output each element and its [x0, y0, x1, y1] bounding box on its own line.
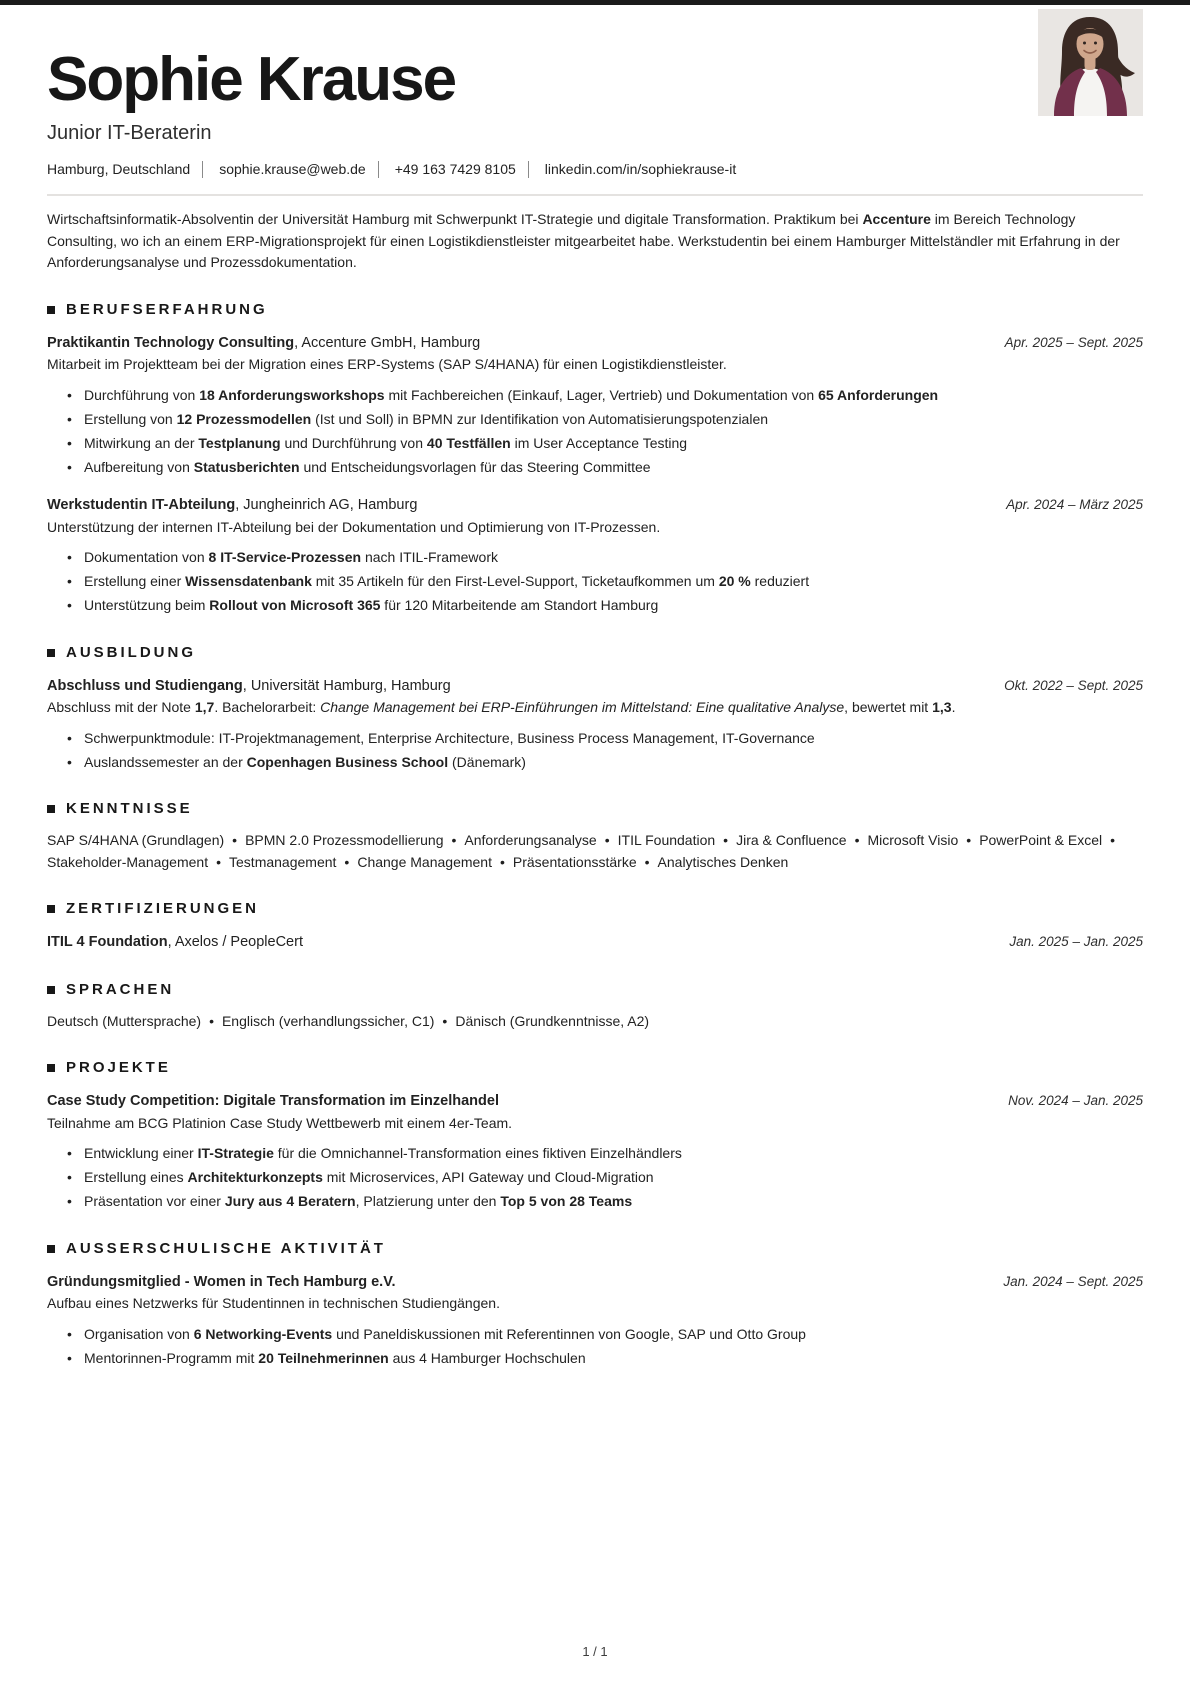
person-name: Sophie Krause — [47, 45, 456, 114]
contact-separator — [378, 161, 379, 178]
entry — [47, 333, 1143, 479]
text-run: 12 Prozessmodellen — [176, 410, 312, 427]
list-separator-dot: • — [232, 832, 238, 848]
text-run: Präsentation vor einer — [84, 1193, 225, 1209]
inline-list-item: Analytisches Denken — [657, 853, 789, 870]
text-run: Wirtschaftsinformatik-Absolventin der Universität Hamburg mit Schwerpunkt IT-Strategie und digitale Transformation. Praktikum bei — [47, 211, 863, 227]
text-run: , Axelos / PeopleCert — [167, 934, 303, 950]
text-run: Unterstützung beim — [84, 597, 210, 613]
bullet-item — [84, 752, 1143, 774]
inline-list-item: Stakeholder-Management — [47, 853, 209, 870]
text-run: mit Fachbereichen (Einkauf, Lager, Vertrieb) und Dokumentation von — [384, 386, 819, 403]
text-run: , Accenture GmbH, Hamburg — [294, 334, 481, 351]
list-separator-dot: • — [854, 832, 860, 848]
section-title — [47, 800, 1143, 818]
text-run: nach ITIL-Framework — [361, 549, 498, 565]
photo-eye-left — [1083, 42, 1086, 45]
section-marker-icon — [47, 1064, 55, 1072]
text-run: . — [951, 699, 956, 715]
contact-row — [47, 160, 1143, 178]
text-run: und Paneldiskussionen mit Referentinnen von Google, SAP und Otto Group — [332, 1325, 806, 1342]
entry-date: Jan. 2025 – Jan. 2025 — [1009, 934, 1143, 949]
list-separator-dot: • — [966, 832, 972, 848]
text-run: Durchführung von — [84, 386, 200, 403]
section-marker-icon — [47, 306, 55, 314]
entry-date: Okt. 2022 – Sept. 2025 — [1004, 677, 1143, 693]
text-run: Dokumentation von — [84, 549, 209, 565]
inline-list-item: Testmanagement — [229, 853, 337, 870]
text-run: IT-Strategie — [197, 1145, 274, 1161]
text-run: Accenture — [862, 211, 931, 227]
text-run: Erstellung eines — [84, 1169, 188, 1185]
text-run: Erstellung einer — [84, 573, 186, 589]
text-run: , Universität Hamburg, Hamburg — [242, 677, 451, 694]
entry-subtitle — [47, 517, 1143, 539]
text-run: Copenhagen Business School — [246, 753, 449, 770]
text-run: Unterstützung der internen IT-Abteilung bei der Dokumentation und Optimierung von IT-Prozessen. — [47, 518, 661, 535]
section-marker-icon — [47, 1245, 55, 1253]
entry-head-row — [47, 495, 1143, 517]
text-run: 1,7 — [194, 699, 215, 715]
inline-list — [47, 830, 1143, 873]
section-marker-icon — [47, 649, 55, 657]
bullet-item — [84, 433, 1143, 455]
bullet-item — [84, 385, 1143, 407]
inline-list-item: PowerPoint & Excel — [979, 832, 1103, 848]
section-marker-icon — [47, 986, 55, 994]
list-separator-dot: • — [344, 853, 350, 870]
entry-subtitle — [47, 354, 1143, 376]
list-separator-dot: • — [451, 832, 457, 848]
section-kenntnisse — [47, 800, 1143, 873]
contact-item: Hamburg, Deutschland — [47, 161, 191, 177]
bullet-list — [47, 1324, 1143, 1370]
text-run: für die Omnichannel-Transformation eines fiktiven Einzelhändlers — [273, 1145, 682, 1161]
entry-date: Nov. 2024 – Jan. 2025 — [1008, 1093, 1143, 1108]
section-zertifizierungen — [47, 900, 1143, 954]
text-run: und Entscheidungsvorlagen für das Steering Committee — [299, 458, 651, 475]
entry-heading — [47, 495, 417, 517]
bullet-item — [84, 1143, 1143, 1165]
section-marker-icon — [47, 805, 55, 813]
text-run: (Dänemark) — [448, 753, 526, 770]
section-title-label: AUSBILDUNG — [66, 643, 196, 661]
inline-list-item: Dänisch (Grundkenntnisse, A2) — [455, 1012, 650, 1029]
section-marker-icon — [47, 905, 55, 913]
text-run: im Bereich Technology Consulting, wo ich an einem ERP-Migrationsprojekt für einen Logistikdienstleister mitgearbeitet habe. Werkstudentin bei einem Hamburger Mittelständler mit Erfahrung in der Anforderungsanalyse und Prozessdokumentation. — [47, 211, 1120, 270]
text-run: . Bachelorarbeit: — [214, 699, 321, 715]
sections — [47, 301, 1143, 1370]
text-run: Teilnahme am BCG Platinion Case Study Wettbewerb mit einem 4er-Team. — [47, 1114, 513, 1131]
bullet-list — [47, 1143, 1143, 1213]
section-title — [47, 1240, 1143, 1258]
inline-list-item: SAP S/4HANA (Grundlagen) — [47, 832, 225, 848]
bullet-item — [84, 1191, 1143, 1213]
entry-heading — [47, 1272, 396, 1294]
text-run: Top 5 von 28 Teams — [500, 1193, 633, 1209]
bullet-item — [84, 1167, 1143, 1189]
photo-eye-right — [1094, 42, 1097, 45]
bullet-item — [84, 1324, 1143, 1346]
entry-head-row — [47, 676, 1143, 698]
text-run: Aufbau eines Netzwerks für Studentinnen in technischen Studiengängen. — [47, 1295, 500, 1311]
contact-item: +49 163 7429 8105 — [394, 161, 516, 177]
inline-list-item: Englisch (verhandlungssicher, C1) — [221, 1012, 435, 1029]
section-title — [47, 981, 1143, 999]
text-run: , Jungheinrich AG, Hamburg — [235, 497, 418, 513]
list-separator-dot: • — [723, 832, 729, 848]
section-projekte — [47, 1059, 1143, 1213]
text-run: Schwerpunktmodule: IT-Projektmanagement, Enterprise Architecture, Business Process Management, IT-Governance — [84, 729, 815, 746]
contact-item: sophie.krause@web.de — [219, 161, 366, 177]
bullet-list — [47, 385, 1143, 479]
list-separator-dot: • — [499, 853, 505, 870]
text-run: Wissensdatenbank — [185, 573, 312, 589]
inline-list-item: ITIL Foundation — [617, 832, 716, 848]
entry-heading — [47, 676, 451, 698]
section-title — [47, 900, 1143, 918]
text-run: Aufbereitung von — [84, 458, 194, 475]
entry-date: Jan. 2024 – Sept. 2025 — [1003, 1273, 1143, 1289]
inline-list-item: Jira & Confluence — [736, 832, 847, 848]
section-title — [47, 301, 1143, 319]
list-separator-dot: • — [442, 1012, 448, 1029]
text-run: Auslandssemester an der — [84, 753, 247, 770]
inline-list-item: Präsentationsstärke — [512, 853, 637, 870]
bullet-list — [47, 547, 1143, 617]
section-title-label: SPRACHEN — [66, 980, 175, 998]
text-run: Architekturkonzepts — [187, 1169, 323, 1185]
text-run: Abschluss und Studiengang — [47, 677, 243, 694]
entry-date: Apr. 2025 – Sept. 2025 — [1004, 334, 1143, 350]
section-title-label: BERUFSERFAHRUNG — [66, 300, 268, 318]
entry-head-row — [47, 333, 1143, 355]
section-sprachen — [47, 981, 1143, 1033]
bullet-item — [84, 1348, 1143, 1370]
text-run: aus 4 Hamburger Hochschulen — [388, 1349, 586, 1366]
section-ausserschulische-aktivitaet — [47, 1240, 1143, 1370]
bullet-item — [84, 409, 1143, 431]
text-run: Abschluss mit der Note — [47, 699, 195, 715]
text-run: Rollout von Microsoft 365 — [209, 597, 381, 613]
list-separator-dot: • — [604, 832, 610, 848]
text-run: , bewertet mit — [844, 699, 933, 715]
inline-list-item: Microsoft Visio — [867, 832, 959, 848]
inline-list-item: Anforderungsanalyse — [464, 832, 597, 848]
entry — [47, 932, 1143, 954]
bullet-item — [84, 547, 1143, 569]
section-ausbildung — [47, 644, 1143, 774]
entry-date: Apr. 2024 – März 2025 — [1006, 497, 1143, 512]
entry — [47, 1091, 1143, 1213]
cv-header — [47, 5, 1143, 178]
text-run: 1,3 — [932, 699, 952, 715]
text-run: reduziert — [750, 573, 810, 589]
text-run: Erstellung von — [84, 410, 177, 427]
text-run: ITIL 4 Foundation — [47, 934, 168, 950]
entry-subtitle — [47, 697, 1143, 719]
text-run: Mitwirkung an der — [84, 434, 199, 451]
entry-heading — [47, 333, 480, 355]
entry-head-row — [47, 1091, 1143, 1113]
section-title — [47, 1059, 1143, 1077]
entry-head-row — [47, 1272, 1143, 1294]
text-run: 40 Testfällen — [426, 434, 511, 451]
text-run: Testplanung — [198, 434, 281, 451]
entry — [47, 495, 1143, 617]
text-run: mit Microservices, API Gateway und Cloud-Migration — [322, 1169, 654, 1185]
entry-subtitle — [47, 1293, 1143, 1315]
bullet-item — [84, 571, 1143, 593]
text-run: Mentorinnen-Programm mit — [84, 1349, 259, 1366]
section-title-label: AUSSERSCHULISCHE AKTIVITÄT — [66, 1239, 386, 1257]
contact-separator — [202, 161, 203, 178]
list-separator-dot: • — [644, 853, 650, 870]
section-title-label: KENNTNISSE — [66, 800, 193, 817]
header-divider — [47, 194, 1143, 196]
cv-page — [0, 5, 1190, 1369]
profile-photo — [1038, 9, 1143, 116]
text-run: Jury aus 4 Beratern — [224, 1193, 356, 1209]
section-title-label: PROJEKTE — [66, 1059, 171, 1076]
text-run: Gründungsmitglied - Women in Tech Hamburg e.V. — [47, 1273, 396, 1290]
text-run: Mitarbeit im Projektteam bei der Migration eines ERP-Systems (SAP S/4HANA) für einen Logistikdienstleister. — [47, 356, 727, 372]
text-run: , Platzierung unter den — [355, 1193, 501, 1209]
text-run: 20 Teilnehmerinnen — [258, 1349, 389, 1366]
entry — [47, 1272, 1143, 1370]
section-title — [47, 644, 1143, 662]
summary — [47, 209, 1143, 274]
text-run: 6 Networking-Events — [193, 1325, 333, 1342]
contact-item: linkedin.com/in/sophiekrause-it — [544, 161, 737, 177]
list-separator-dot: • — [216, 853, 222, 870]
text-run: Change Management bei ERP-Einführungen im Mittelstand: Eine qualitative Analyse — [320, 699, 845, 715]
entry-subtitle — [47, 1113, 1143, 1135]
text-run: Praktikantin Technology Consulting — [47, 334, 295, 351]
text-run: mit 35 Artikeln für den First-Level-Support, Ticketaufkommen um — [311, 573, 719, 589]
inline-list-item: Deutsch (Muttersprache) — [47, 1012, 202, 1029]
list-separator-dot: • — [1110, 832, 1116, 848]
inline-list — [47, 1011, 1143, 1033]
page-indicator: 1 / 1 — [582, 1644, 608, 1659]
bullet-item — [84, 457, 1143, 479]
entry-head-row — [47, 932, 1143, 954]
entry — [47, 676, 1143, 774]
job-title: Junior IT-Beraterin — [47, 122, 212, 144]
bullet-item — [84, 728, 1143, 750]
bullet-item — [84, 595, 1143, 617]
inline-list-item: BPMN 2.0 Prozessmodellierung — [245, 832, 444, 848]
entry-heading — [47, 1091, 499, 1113]
text-run: Entwicklung einer — [84, 1145, 198, 1161]
text-run: im User Acceptance Testing — [510, 434, 688, 451]
text-run: für 120 Mitarbeitende am Standort Hamburg — [380, 597, 659, 613]
text-run: Werkstudentin IT-Abteilung — [47, 497, 236, 513]
contact-separator — [528, 161, 529, 178]
text-run: (Ist und Soll) in BPMN zur Identifikation von Automatisierungspotenzialen — [311, 410, 769, 427]
text-run: und Durchführung von — [280, 434, 427, 451]
text-run: 8 IT-Service-Prozessen — [208, 549, 362, 565]
text-run: Case Study Competition: Digitale Transformation im Einzelhandel — [47, 1093, 499, 1109]
bullet-list — [47, 728, 1143, 774]
inline-list-item: Change Management — [357, 853, 492, 870]
text-run: Statusberichten — [193, 458, 300, 475]
text-run: 18 Anforderungsworkshops — [199, 386, 385, 403]
section-title-label: ZERTIFIZIERUNGEN — [66, 900, 259, 917]
text-run: 65 Anforderungen — [818, 386, 939, 403]
section-berufserfahrung — [47, 301, 1143, 617]
text-run: Organisation von — [84, 1325, 194, 1342]
list-separator-dot: • — [209, 1012, 214, 1029]
entry-heading — [47, 932, 303, 954]
text-run: 20 % — [718, 573, 751, 589]
